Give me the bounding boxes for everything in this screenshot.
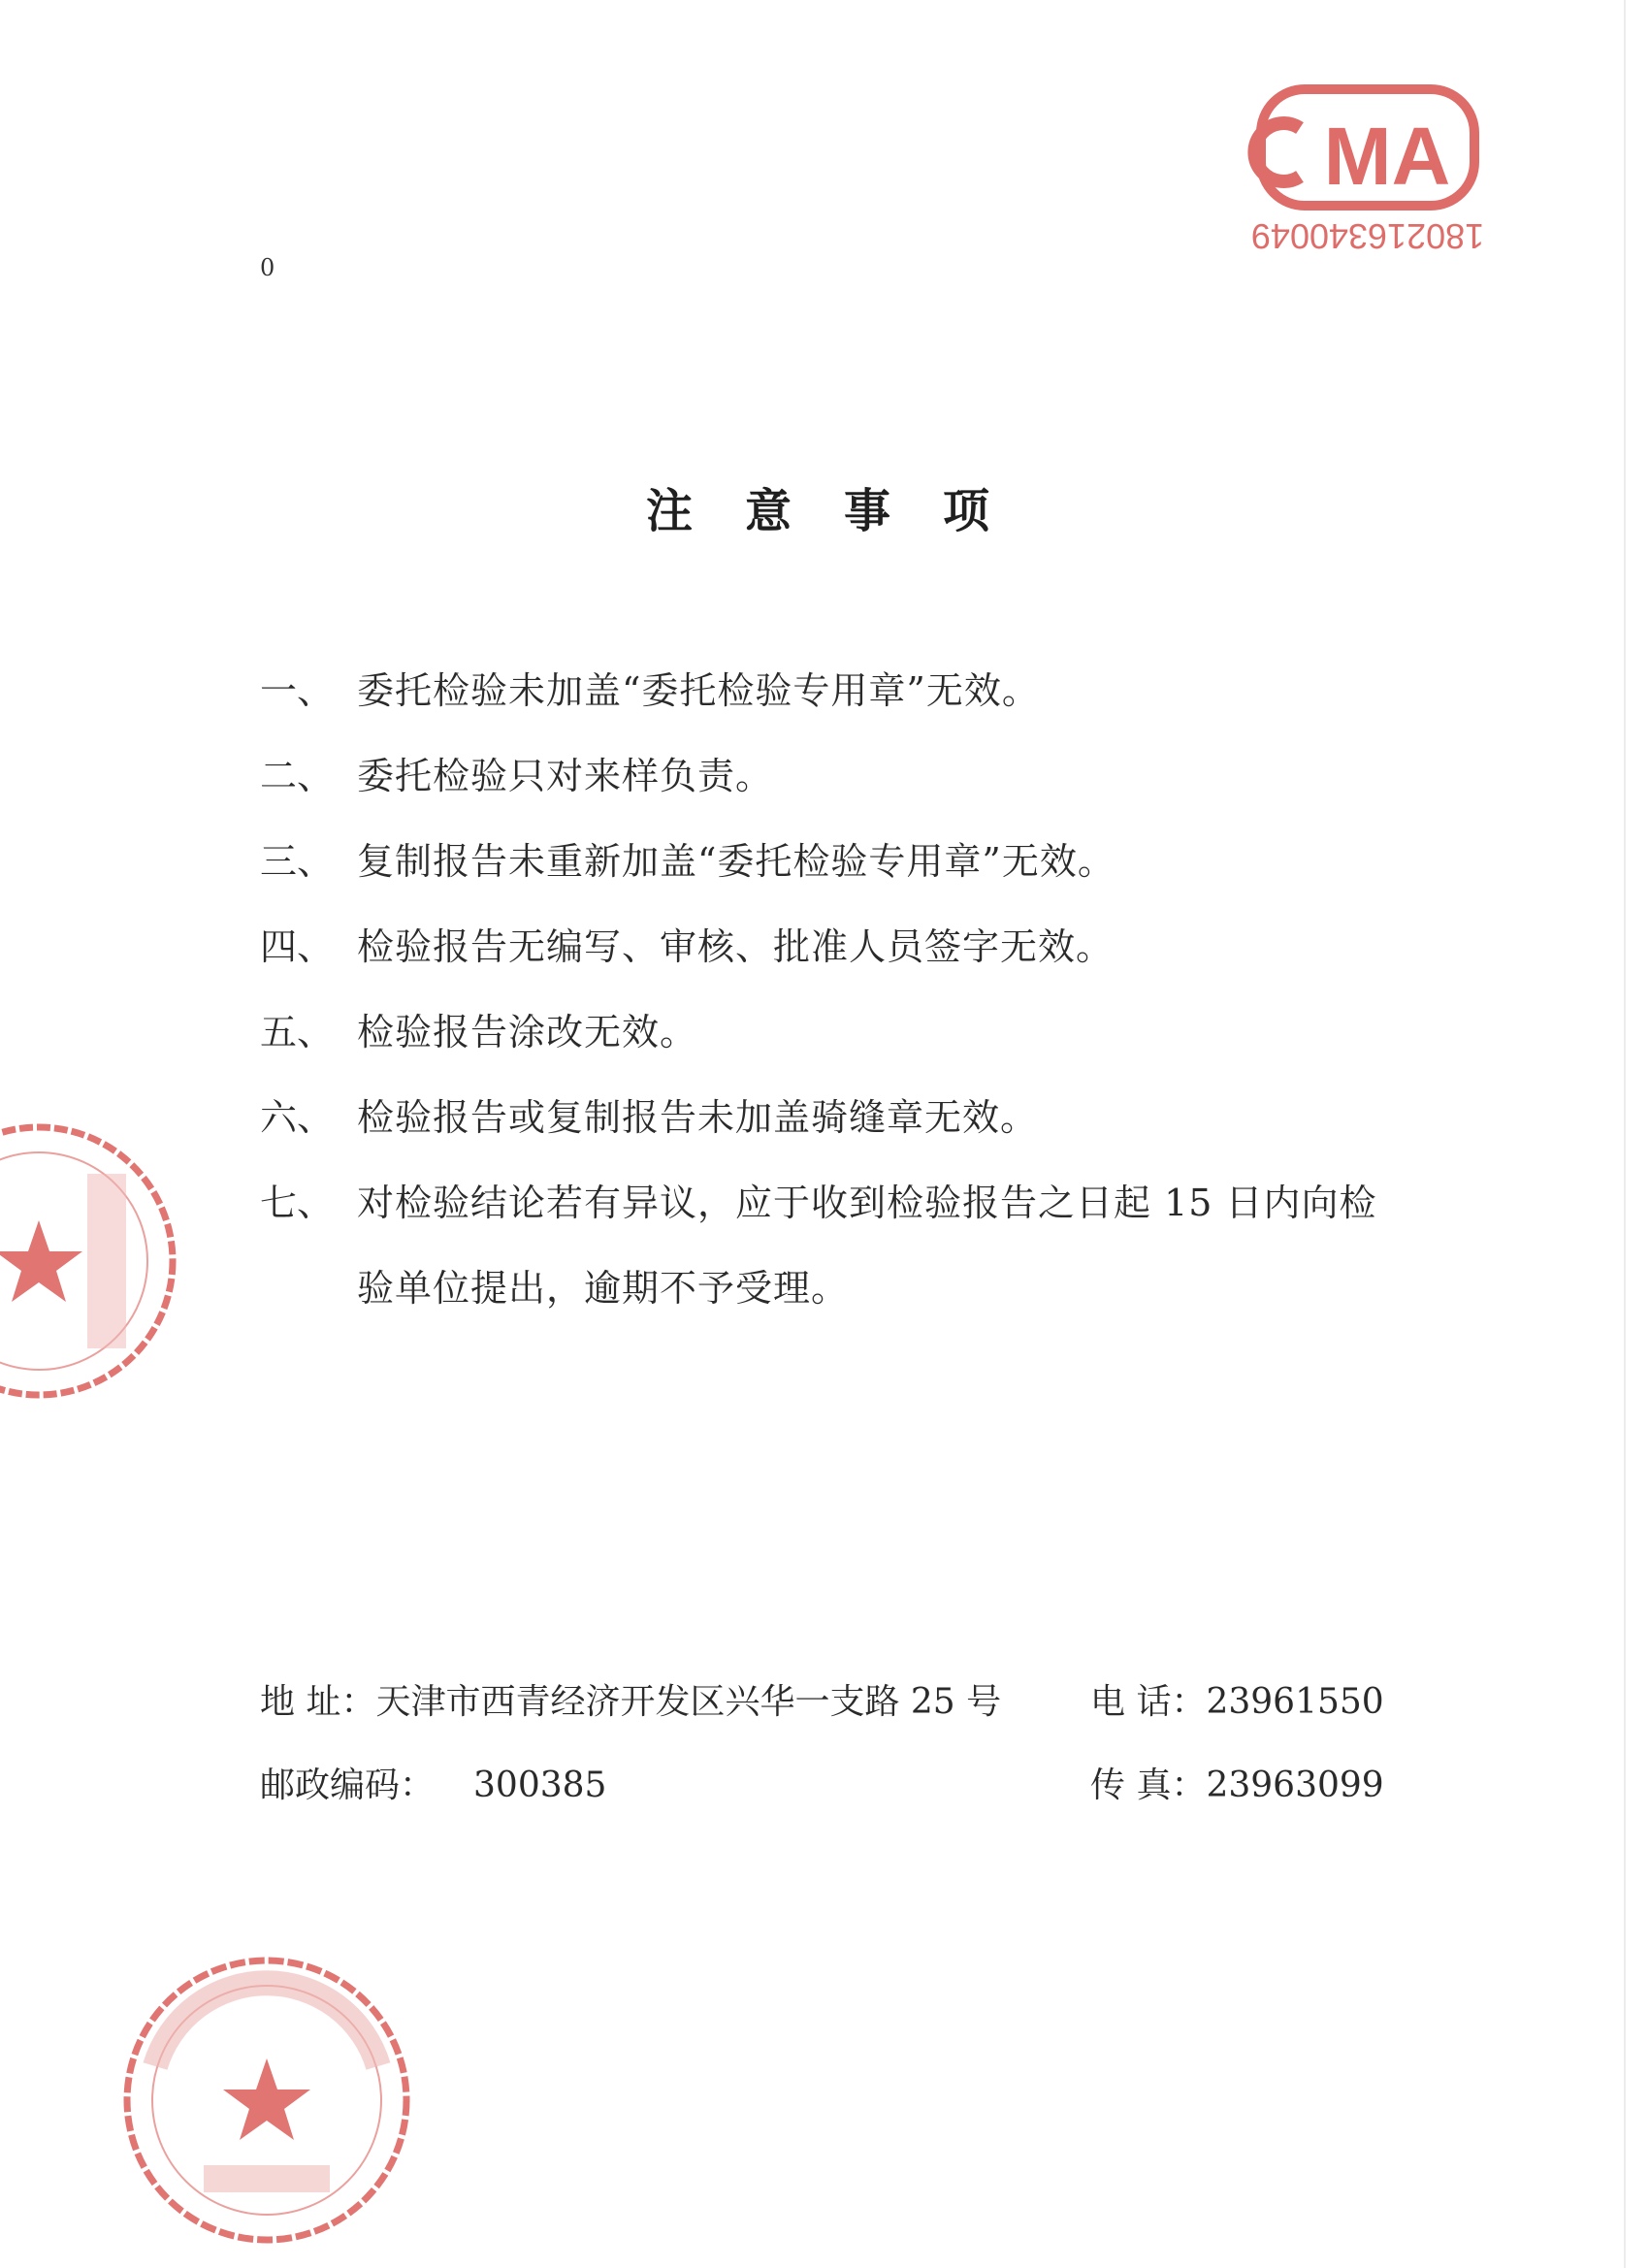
item-text: 对检验结论若有异议，应于收到检验报告之日起 15 日内向检验单位提出，逾期不予受理。 [357,1182,1377,1310]
list-item [260,989,1424,1075]
seal-stamp-bottom [116,1950,417,2251]
list-item [260,904,1424,989]
item-text: 委托检验只对来样负责。 [357,755,774,797]
list-item [260,1075,1424,1160]
item-number: 四、 [260,925,335,968]
page-edge [1624,0,1626,2268]
postcode-value: 300385 [473,1766,607,1805]
cma-stamp [1242,70,1494,264]
item-text: 检验报告或复制报告未加盖骑缝章无效。 [357,1096,1039,1139]
item-number: 七、 [260,1182,335,1224]
item-text: 检验报告涂改无效。 [357,1011,698,1053]
fax-value: 23963099 [1206,1766,1384,1805]
cma-c-glyph [1254,123,1300,181]
cma-stamp-text: MA [1323,111,1451,202]
item-number: 三、 [260,840,335,883]
item-number: 六、 [260,1096,335,1139]
phone-block [1090,1661,1384,1744]
item-number: 二、 [260,755,335,797]
address-label: 地 址： [260,1682,376,1722]
list-item [260,733,1424,819]
address-value: 天津市西青经济开发区兴华一支路 25 号 [375,1682,1002,1722]
seal-stamp-left [0,1116,184,1407]
item-text: 委托检验未加盖“委托检验专用章”无效。 [357,669,1040,712]
address-block [260,1661,1001,1744]
star-icon [223,2058,310,2140]
item-text: 复制报告未重新加盖“委托检验专用章”无效。 [357,840,1116,883]
item-text: 检验报告无编写、审核、批准人员签字无效。 [357,925,1115,968]
contact-footer [260,1661,1385,1828]
list-item [260,1160,1424,1331]
notice-list [260,648,1424,1331]
footer-row-address [260,1661,1385,1744]
page-title: 注意事项 [645,484,1042,538]
item-number: 五、 [260,1011,335,1053]
item-number: 一、 [260,669,335,712]
phone-label: 电 话： [1090,1682,1207,1722]
star-icon [0,1220,82,1302]
list-item [260,648,1424,733]
footer-row-postcode [260,1744,1385,1828]
fax-label: 传 真： [1090,1766,1207,1805]
list-item [260,819,1424,904]
cma-stamp-number: 180216340049 [1250,216,1485,256]
page-number: 0 [260,254,275,281]
phone-value: 23961550 [1206,1682,1384,1722]
seal-script-arc [155,1983,378,2066]
postcode-block [260,1744,606,1828]
seal-script-bar [204,2165,330,2192]
seal-script-smudge [87,1174,126,1348]
fax-block [1090,1744,1384,1828]
postcode-label: 邮政编码： [260,1766,436,1805]
